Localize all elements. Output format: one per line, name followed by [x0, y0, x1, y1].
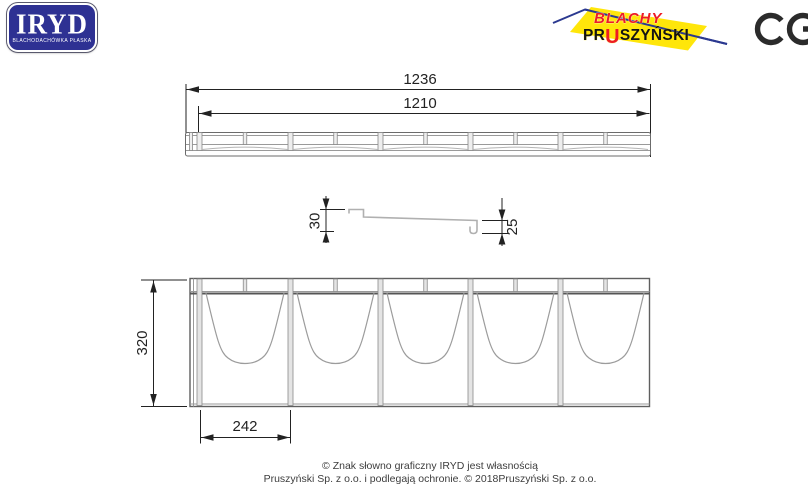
- dim-label-25: 25: [504, 218, 521, 236]
- dim-label-242: 242: [232, 418, 258, 435]
- iryd-logo-subtitle: BLACHODACHÓWKA PŁASKA: [12, 38, 92, 44]
- iryd-logo-name: IRYD: [15, 8, 89, 40]
- dim-label-1210: 1210: [403, 95, 437, 112]
- pruszynski-red-u: U: [605, 26, 620, 48]
- cross-section-profile: [349, 210, 477, 234]
- footer-copyright: [0, 460, 808, 485]
- footer-line2: Pruszyński Sp. z o.o. i podlegają ochronie. © 2018Pruszyński Sp. z o.o.: [263, 472, 597, 485]
- pruszynski-post: SZYŃSKI: [619, 27, 690, 44]
- dim-label-30: 30: [306, 212, 324, 230]
- dim-label-320: 320: [134, 330, 151, 356]
- pruszynski-pre: PR: [583, 27, 606, 44]
- footer-line1: © Znak słowno graficzny IRYD jest własnością: [322, 460, 538, 472]
- dim-label-1236: 1236: [403, 71, 437, 88]
- side-view-strip: [186, 133, 651, 157]
- dim-left-step: [320, 196, 345, 243]
- pruszynski-logo-line1: BLACHY: [594, 10, 663, 27]
- front-view: [190, 279, 650, 407]
